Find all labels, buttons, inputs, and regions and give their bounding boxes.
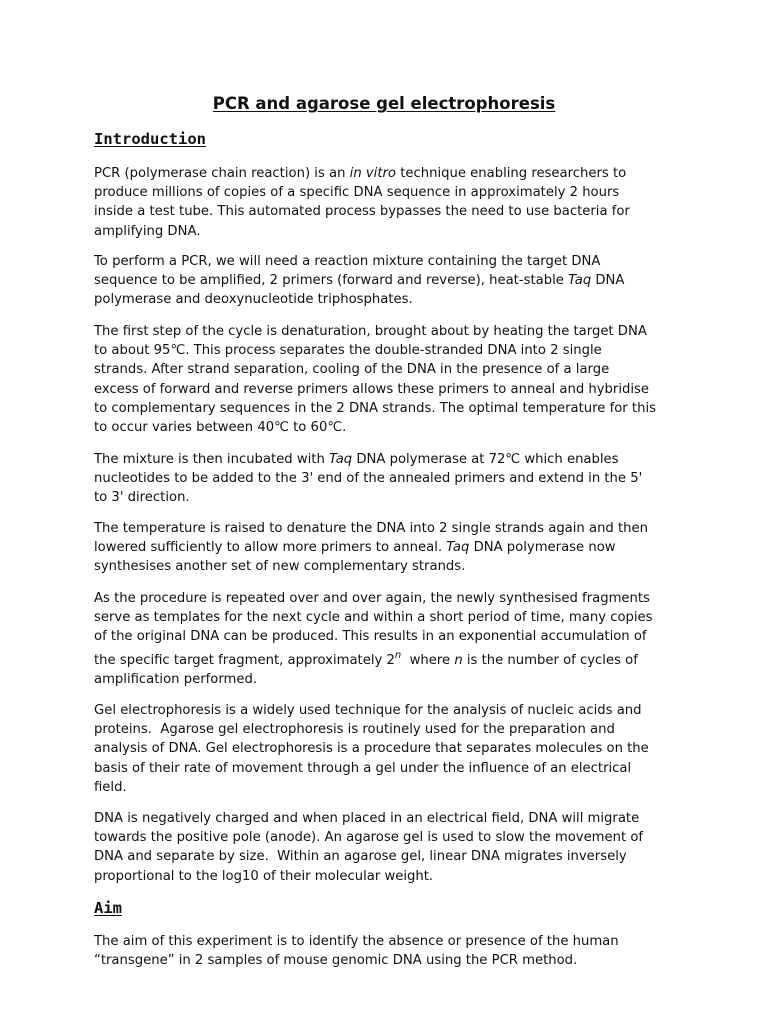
italic-term: Taq — [446, 540, 470, 556]
italic-term: Taq — [329, 452, 353, 467]
text-line: serve as templates for the next cycle and within a short period of time, many copies — [94, 610, 653, 626]
text-line: to occur varies between 40℃ to 60℃. — [94, 420, 347, 436]
text-line: polymerase and deoxynucleotide triphosphates. — [94, 292, 413, 308]
text-line: synthesises another set of new complementary strands. — [94, 559, 466, 575]
text-line: produce millions of copies of a specific DNA sequence in approximately 2 hours — [94, 185, 620, 201]
paragraph-dna-migration — [94, 809, 694, 886]
text-line: to complementary sequences in the 2 DNA strands. The optimal temperature for this — [94, 400, 656, 416]
text-line: lowered sufficiently to allow more primers to anneal. Taq DNA polymerase now — [94, 540, 616, 556]
text-line: inside a test tube. This automated process bypasses the need to use bacteria for — [94, 204, 630, 220]
introduction-heading: Introduction — [94, 130, 206, 148]
text-line: Gel electrophoresis is a widely used technique for the analysis of nucleic acids and — [94, 703, 642, 718]
text-line: As the procedure is repeated over and over again, the newly synthesised fragments — [94, 591, 650, 606]
text-line: field. — [94, 779, 127, 795]
text-line: analysis of DNA. Gel electrophoresis is a procedure that separates molecules on the — [94, 741, 649, 757]
aim-heading: Aim — [94, 899, 122, 917]
text-line: The first step of the cycle is denaturation, brought about by heating the target DNA — [94, 324, 647, 339]
italic-term: n — [454, 652, 463, 668]
text-line: of the original DNA can be produced. This results in an exponential accumulation of — [94, 629, 647, 645]
text-line: nucleotides to be added to the 3' end of the annealed primers and extend in the 5' — [94, 471, 643, 487]
text-line: amplifying DNA. — [94, 223, 201, 239]
exponent-n: n — [394, 649, 402, 661]
text-line: The temperature is raised to denature the DNA into 2 single strands again and then — [94, 521, 648, 536]
paragraph-denaturation — [94, 322, 694, 437]
text-line: To perform a PCR, we will need a reaction mixture containing the target DNA — [94, 254, 601, 269]
paragraph-exponential-amplification — [94, 589, 694, 689]
text-line: to about 95℃. This process separates the double-stranded DNA into 2 single — [94, 343, 602, 359]
text-line: basis of their rate of movement through a gel under the influence of an electrical — [94, 760, 632, 776]
text-line: to 3' direction. — [94, 490, 190, 506]
paragraph-pcr-definition — [94, 164, 694, 241]
paragraph-repeat-cycle — [94, 519, 694, 577]
page-title: PCR and agarose gel electrophoresis — [212, 94, 556, 113]
italic-term: Taq — [568, 273, 592, 289]
text-line: The aim of this experiment is to identify the absence or presence of the human — [94, 934, 619, 949]
text-line: the specific target fragment, approximately 2$^n$ where n is the number of cycles of — [94, 649, 638, 668]
paragraph-extension — [94, 450, 694, 508]
paragraph-aim — [94, 932, 694, 970]
text-line: excess of forward and reverse primers allows these primers to anneal and hybridise — [94, 381, 650, 397]
text-line: strands. After strand separation, cooling of the DNA in the presence of a large — [94, 362, 610, 378]
paragraph-gel-electrophoresis — [94, 701, 694, 797]
text-line: proportional to the log10 of their molecular weight. — [94, 868, 434, 884]
text-line: amplification performed. — [94, 671, 258, 687]
text-line: DNA and separate by size. Within an agarose gel, linear DNA migrates inversely — [94, 849, 627, 865]
paragraph-reaction-mixture — [94, 252, 694, 310]
text-line: towards the positive pole (anode). An agarose gel is used to slow the movement of — [94, 830, 644, 846]
text-line: DNA is negatively charged and when placed in an electrical field, DNA will migrate — [94, 811, 640, 826]
italic-term: in vitro — [349, 166, 396, 181]
text-line: PCR (polymerase chain reaction) is an in vitro technique enabling researchers to — [94, 166, 627, 181]
text-line: “transgene” in 2 samples of mouse genomic DNA using the PCR method. — [94, 953, 578, 969]
text-line: sequence to be amplified, 2 primers (forward and reverse), heat-stable Taq DNA — [94, 273, 625, 289]
text-line: The mixture is then incubated with Taq DNA polymerase at 72℃ which enables — [94, 452, 619, 467]
text-line: proteins. Agarose gel electrophoresis is routinely used for the preparation and — [94, 722, 615, 738]
